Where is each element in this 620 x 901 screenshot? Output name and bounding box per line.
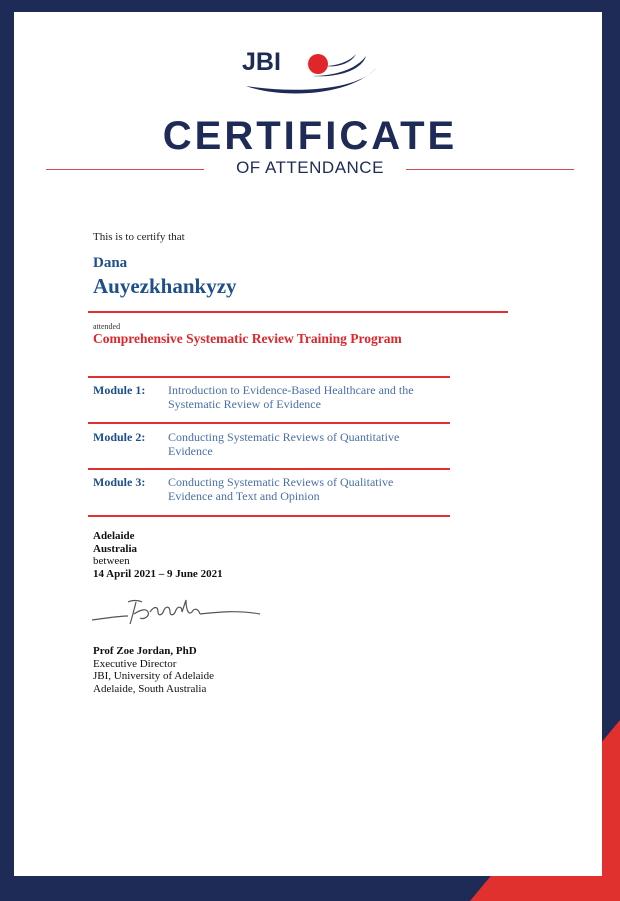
- module-2-line-1: Conducting Systematic Reviews of Quantitative: [168, 430, 400, 444]
- module-3-description: [168, 475, 448, 503]
- certify-intro: This is to certify that: [93, 231, 185, 243]
- module-divider: [88, 515, 450, 517]
- module-divider: [88, 468, 450, 470]
- name-divider: [88, 311, 508, 313]
- signer-block: [93, 645, 214, 695]
- location-block: [93, 530, 223, 580]
- certificate-title: CERTIFICATE: [162, 114, 458, 158]
- module-3-line-2: Evidence and Text and Opinion: [168, 489, 320, 503]
- module-3-label: Module 3:: [93, 475, 146, 489]
- jbi-logo: [238, 46, 383, 104]
- signer-role: Executive Director: [93, 657, 177, 670]
- module-2-description: [168, 430, 448, 458]
- module-2-line-2: Evidence: [168, 444, 213, 458]
- module-1-line-2: Systematic Review of Evidence: [168, 397, 321, 411]
- signer-address: Adelaide, South Australia: [93, 682, 207, 695]
- program-title: Comprehensive Systematic Review Training Program: [93, 331, 402, 346]
- certificate-subtitle: OF ATTENDANCE: [236, 158, 384, 177]
- between-label: between: [93, 555, 130, 567]
- recipient-last-name: Auyezkhankyzy: [93, 274, 237, 298]
- location-country: Australia: [93, 542, 137, 555]
- logo-text: JBI: [242, 48, 281, 76]
- module-divider: [88, 422, 450, 424]
- recipient-first-name: Dana: [93, 255, 128, 271]
- signer-name: Prof Zoe Jordan, PhD: [93, 645, 197, 657]
- module-3-line-1: Conducting Systematic Reviews of Qualitative: [168, 475, 394, 489]
- location-city: Adelaide: [93, 530, 135, 542]
- module-1-line-1: Introduction to Evidence-Based Healthcare and the: [168, 383, 414, 397]
- attended-label: attended: [93, 322, 121, 331]
- module-1-label: Module 1:: [93, 383, 146, 397]
- module-divider: [88, 376, 450, 378]
- program-dates: 14 April 2021 – 9 June 2021: [93, 567, 223, 580]
- certificate-subtitle-row: [46, 158, 574, 182]
- module-2-label: Module 2:: [93, 430, 146, 444]
- signature-image: [88, 592, 268, 632]
- module-1-description: [168, 383, 448, 411]
- signer-org: JBI, University of Adelaide: [93, 670, 214, 682]
